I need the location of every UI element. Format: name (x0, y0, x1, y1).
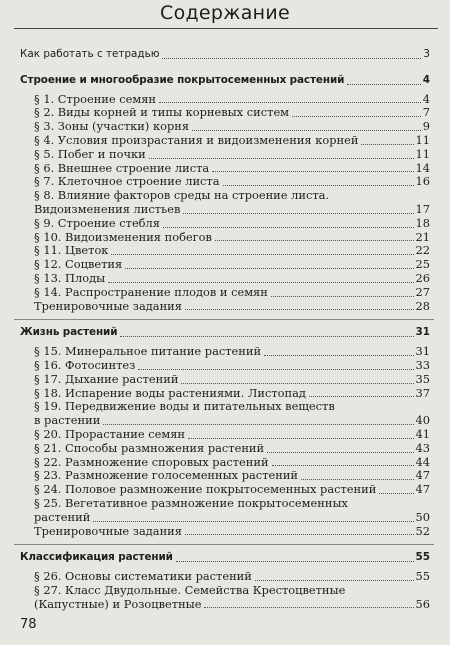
section-heading[interactable] (20, 74, 430, 88)
toc-entry-text: § 18. Испарение воды растениями. Листопад (34, 385, 306, 400)
toc-entry-page: 17 (415, 201, 430, 216)
dot-leader (204, 607, 413, 608)
section-page: 4 (422, 73, 430, 86)
dot-leader (292, 116, 421, 117)
table-of-contents (20, 48, 430, 611)
toc-entry-text: § 6. Внешнее строение листа (34, 160, 210, 175)
toc-entry-page: 21 (415, 229, 430, 244)
toc-entry-page: 56 (415, 596, 430, 611)
toc-entry-text: § 10. Видоизменения побегов (34, 229, 212, 244)
toc-entry[interactable] (34, 598, 430, 612)
toc-entry-text: § 26. Основы систематики растений (34, 569, 252, 584)
dot-leader (255, 580, 414, 581)
toc-entry[interactable] (34, 134, 430, 148)
dot-leader (272, 465, 414, 466)
dot-leader (138, 369, 413, 370)
dot-leader (93, 521, 413, 522)
spacer (20, 62, 430, 74)
section-page: 31 (415, 326, 430, 339)
toc-entry-text: Как работать с тетрадью (20, 48, 160, 60)
toc-entry-page: 55 (415, 569, 430, 584)
toc-entry-page: 41 (415, 426, 430, 441)
toc-entry-page: 28 (415, 298, 430, 313)
dot-leader (192, 130, 421, 131)
toc-entry-page: 3 (423, 48, 430, 60)
toc-entry-text: § 25. Вегетативное размножение покрытосеменных (34, 495, 348, 510)
toc-entry-text: Тренировочные задания (34, 523, 182, 538)
page-number: 78 (20, 617, 37, 632)
toc-entry[interactable] (34, 203, 430, 217)
dot-leader (185, 309, 414, 310)
toc-entry-text: § 11. Цветок (34, 243, 109, 258)
toc-entry[interactable] (34, 469, 430, 483)
toc-entry-text: § 27. Класс Двудольные. Семейства Крестоцветные (34, 582, 346, 597)
dot-leader (183, 213, 413, 214)
toc-entry[interactable] (34, 244, 430, 258)
toc-entry[interactable] (34, 525, 430, 539)
toc-entry-page: 11 (415, 132, 430, 147)
toc-entry-text: Тренировочные задания (34, 298, 182, 313)
section-heading[interactable] (20, 551, 430, 565)
toc-entry-page: 33 (415, 357, 430, 372)
toc-entry-page: 47 (415, 482, 430, 497)
toc-entry[interactable] (34, 300, 430, 314)
toc-entry[interactable] (34, 106, 430, 120)
toc-entry-page: 35 (415, 371, 430, 386)
dot-leader (162, 58, 421, 59)
dot-leader (215, 240, 414, 241)
toc-entry-text: § 17. Дыхание растений (34, 371, 179, 386)
toc-entry-text: § 19. Передвижение воды и питательных веществ (34, 399, 335, 414)
toc-entry-page: 25 (415, 257, 430, 272)
toc-entry[interactable] (34, 359, 430, 373)
toc-entry-text: § 16. Фотосинтез (34, 357, 136, 372)
toc-entry[interactable] (34, 373, 430, 387)
dot-leader (159, 102, 421, 103)
dot-leader (212, 171, 413, 172)
toc-entry[interactable] (34, 148, 430, 162)
dot-leader (185, 534, 414, 535)
section-heading[interactable] (20, 326, 430, 340)
section-title: Классификация растений (20, 551, 173, 564)
section-page: 55 (415, 551, 430, 564)
toc-entry-text: § 24. Половое размножение покрытосеменных растений (34, 482, 377, 497)
toc-entry-page: 26 (415, 270, 430, 285)
toc-entry[interactable] (34, 414, 430, 428)
toc-entry-text: § 20. Прорастание семян (34, 426, 185, 441)
toc-entry[interactable] (34, 483, 430, 497)
dot-leader (125, 268, 413, 269)
toc-entry[interactable] (34, 162, 430, 176)
section-separator (14, 319, 434, 320)
toc-entry-text: § 14. Распространение плодов и семян (34, 284, 268, 299)
dot-leader (188, 438, 414, 439)
toc-entry-text: § 2. Виды корней и типы корневых систем (34, 105, 290, 120)
toc-entry-text: § 21. Способы размножения растений (34, 440, 265, 455)
toc-entry[interactable] (34, 217, 430, 231)
toc-entry[interactable] (34, 286, 430, 300)
dot-leader (309, 396, 414, 397)
toc-entry-continuation: Видоизменения листьев (34, 201, 181, 216)
toc-entry-text: § 3. Зоны (участки) корня (34, 119, 190, 134)
toc-entry-text: § 7. Клеточное строение листа (34, 174, 220, 189)
toc-entry-continuation: растений (34, 509, 91, 524)
toc-entry-page: 40 (415, 413, 430, 428)
toc-entry-intro[interactable] (20, 48, 430, 62)
toc-entry-page: 11 (415, 146, 430, 161)
toc-entry-page: 43 (415, 440, 430, 455)
dot-leader (271, 296, 414, 297)
toc-entry-page: 14 (415, 160, 430, 175)
toc-entry[interactable] (34, 345, 430, 359)
toc-entry-page: 44 (415, 454, 430, 469)
toc-entry-page: 9 (422, 119, 430, 134)
dot-leader (111, 254, 413, 255)
toc-entry[interactable] (34, 387, 430, 401)
toc-entry[interactable] (34, 272, 430, 286)
dot-leader (223, 185, 414, 186)
toc-entry-page: 31 (415, 344, 430, 359)
toc-entry-page: 16 (415, 174, 430, 189)
dot-leader (379, 493, 413, 494)
toc-entry-page: 50 (415, 509, 430, 524)
toc-entry-text: § 22. Размножение споровых растений (34, 454, 269, 469)
toc-entry-page: 27 (415, 284, 430, 299)
toc-entry-page: 47 (415, 468, 430, 483)
toc-entry[interactable] (34, 93, 430, 107)
toc-entry-page: 22 (415, 243, 430, 258)
dot-leader (347, 84, 420, 85)
toc-entry-page: 52 (415, 523, 430, 538)
section-separator (14, 544, 434, 545)
dot-leader (267, 452, 413, 453)
toc-entry[interactable] (34, 120, 430, 134)
toc-entry[interactable] (34, 511, 430, 525)
toc-entry[interactable] (34, 175, 430, 189)
dot-leader (108, 282, 413, 283)
toc-entry-text: § 9. Строение стебля (34, 215, 160, 230)
toc-entry-page: 37 (415, 385, 430, 400)
toc-entry-page: 7 (422, 105, 430, 120)
toc-entry[interactable] (34, 442, 430, 456)
dot-leader (301, 479, 413, 480)
dot-leader (149, 158, 414, 159)
toc-entry[interactable] (34, 570, 430, 584)
section-title: Строение и многообразие покрытосеменных растений (20, 73, 345, 86)
toc-entry-page: 18 (415, 215, 430, 230)
toc-entry[interactable] (34, 428, 430, 442)
dot-leader (181, 383, 413, 384)
dot-leader (264, 355, 413, 356)
dot-leader (361, 144, 413, 145)
dot-leader (103, 424, 413, 425)
toc-entry[interactable] (34, 258, 430, 272)
toc-entry-text: § 12. Соцветия (34, 257, 123, 272)
toc-entry-text: § 13. Плоды (34, 270, 106, 285)
page-title: Содержание (160, 2, 290, 24)
toc-entry[interactable] (34, 231, 430, 245)
toc-entry-text: § 23. Размножение голосеменных растений (34, 468, 299, 483)
toc-entry-text: § 4. Условия произрастания и видоизменения корней (34, 132, 359, 147)
toc-entry-text: § 5. Побег и почки (34, 146, 146, 161)
toc-entry-text: § 1. Строение семян (34, 91, 157, 106)
toc-entry-text: § 15. Минеральное питание растений (34, 344, 262, 359)
toc-entry-page: 4 (422, 91, 430, 106)
toc-entry-text: § 8. Влияние факторов среды на строение листа. (34, 188, 330, 203)
toc-entry-continuation: (Капустные) и Розоцветные (34, 596, 202, 611)
dot-leader (163, 227, 414, 228)
section-title: Жизнь растений (20, 326, 118, 339)
dot-leader (176, 561, 414, 562)
toc-entry-continuation: в растении (34, 413, 101, 428)
title-rule (14, 28, 438, 29)
toc-entry[interactable] (34, 456, 430, 470)
dot-leader (120, 336, 413, 337)
